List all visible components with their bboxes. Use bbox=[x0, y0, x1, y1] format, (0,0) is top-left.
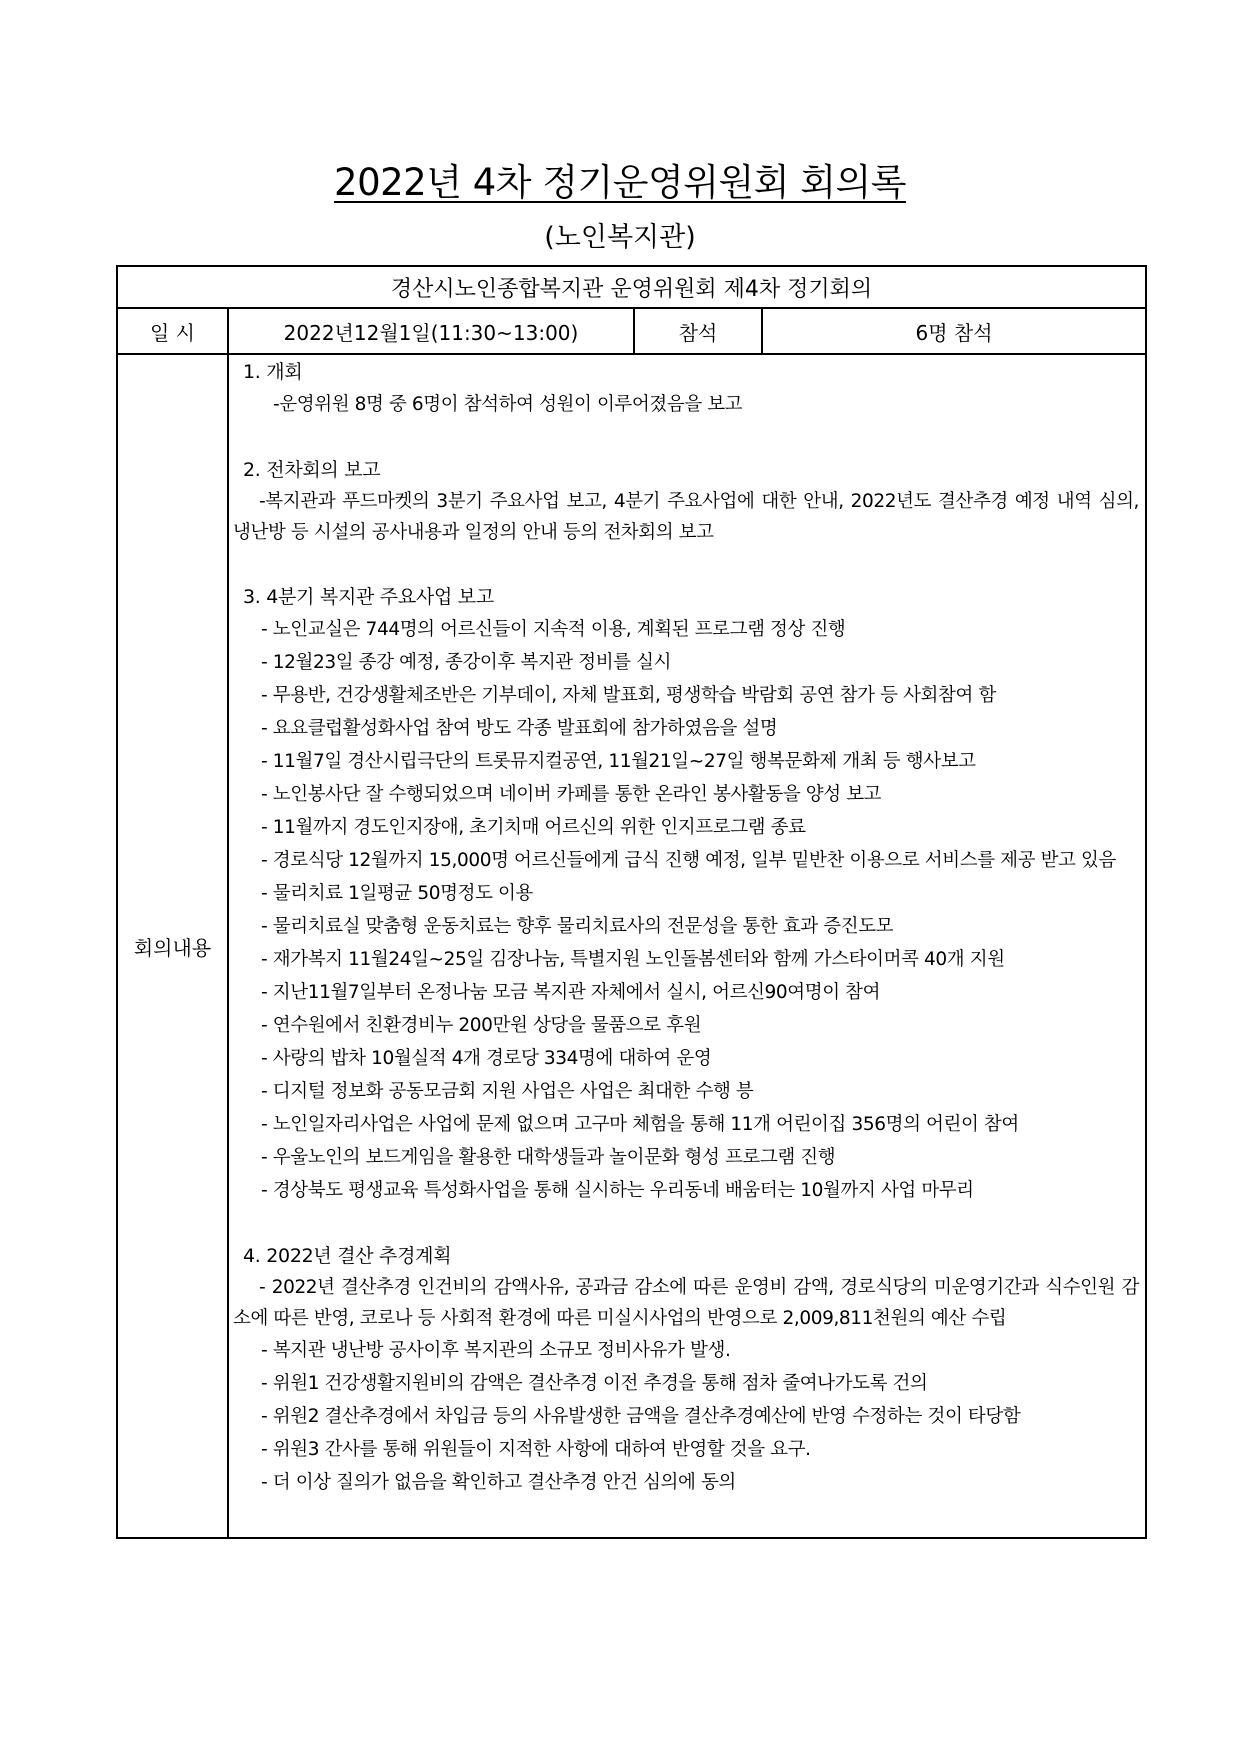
list-item: - 지난11월7일부터 온정나눔 모금 복지관 자체에서 실시, 어르신90여명이 참여 bbox=[261, 982, 881, 1003]
list-item: - 11월까지 경도인지장애, 초기치매 어르신의 위한 인지프로그램 종료 bbox=[261, 817, 806, 838]
list-item: - 12월23일 종강 예정, 종강이후 복지관 정비를 실시 bbox=[261, 652, 672, 673]
section-q4-heading: 3. 4분기 복지관 주요사업 보고 bbox=[243, 586, 494, 608]
date-label: 일 시 bbox=[117, 308, 228, 354]
meeting-info-row bbox=[117, 308, 1146, 354]
document-title-text: 2022년 4차 정기운영위원회 회의록 bbox=[334, 161, 906, 204]
section-opening-heading: 1. 개회 bbox=[243, 361, 303, 383]
list-item: - 사랑의 밥차 10월실적 4개 경로당 334명에 대하여 운영 bbox=[261, 1048, 712, 1069]
list-item: - 노인봉사단 잘 수행되었으며 네이버 카페를 통한 온라인 봉사활동을 양성 보고 bbox=[261, 784, 882, 805]
minutes-table bbox=[116, 265, 1147, 1539]
attendance-value: 6명 참석 bbox=[762, 308, 1146, 354]
list-item: - 우울노인의 보드게임을 활용한 대학생들과 놀이문화 형성 프로그램 진행 bbox=[261, 1147, 836, 1168]
date-value: 2022년12월1일(11:30~13:00) bbox=[228, 308, 634, 354]
list-item: - 위원1 건강생활지원비의 감액은 결산추경 이전 추경을 통해 점차 줄여나가도록 건의 bbox=[261, 1373, 928, 1394]
meeting-content bbox=[228, 354, 1146, 1538]
list-item: - 복지관 냉난방 공사이후 복지관의 소규모 정비사유가 발생. bbox=[261, 1340, 731, 1361]
list-item: - 위원3 간사를 통해 위원들이 지적한 사항에 대하여 반영할 것을 요구. bbox=[261, 1439, 811, 1460]
spacer bbox=[233, 1207, 1141, 1241]
section-previous-paragraph: -복지관과 푸드마켓의 3분기 주요사업 보고, 4분기 주요사업에 대한 안내, 2022년도 결산추경 예정 내역 심의, 냉난방 등 시설의 공사내용과 일정의 안내 등의 전차회의 보고 bbox=[233, 491, 1140, 543]
list-item: - 물리치료 1일평균 50명정도 이용 bbox=[261, 883, 533, 904]
list-item: - 재가복지 11월24일~25일 김장나눔, 특별지원 노인돌봄센터와 함께 가스타이머콕 40개 지원 bbox=[261, 949, 1005, 970]
list-item: - 경상북도 평생교육 특성화사업을 통해 실시하는 우리동네 배움터는 10월까지 사업 마무리 bbox=[261, 1180, 974, 1201]
list-item: - 연수원에서 친환경비누 200만원 상당을 물품으로 후원 bbox=[261, 1015, 702, 1036]
section-budget-paragraph: - 2022년 결산추경 인건비의 감액사유, 공과금 감소에 따른 운영비 감액, 경로식당의 미운영기간과 식수인원 감소에 따른 반영, 코로나 등 사회적 환경에 따른 미실시사업의 반영으로 2,009,811천원의 예산 수립 bbox=[233, 1277, 1140, 1329]
section-opening-line: -운영위원 8명 중 6명이 참석하여 성원이 이루어졌음을 보고 bbox=[273, 394, 743, 415]
list-item: - 노인일자리사업은 사업에 문제 없으며 고구마 체험을 통해 11개 어린이집 356명의 어린이 참여 bbox=[261, 1114, 1019, 1135]
document-subtitle: (노인복지관) bbox=[544, 222, 696, 253]
list-item: - 물리치료실 맞춤형 운동치료는 향후 물리치료사의 전문성을 통한 효과 증진도모 bbox=[261, 916, 894, 937]
list-item: - 요요클럽활성화사업 참여 방도 각종 발표회에 참가하였음을 설명 bbox=[261, 718, 778, 739]
content-label: 회의내용 bbox=[117, 354, 228, 1538]
list-item: - 11월7일 경산시립극단의 트롯뮤지컬공연, 11월21일~27일 행복문화제 개최 등 행사보고 bbox=[261, 751, 976, 772]
document-title bbox=[0, 158, 1240, 208]
section-previous-heading: 2. 전차회의 보고 bbox=[243, 459, 381, 481]
list-item: - 디지털 정보화 공동모금회 지원 사업은 사업은 최대한 수행 븡 bbox=[261, 1081, 754, 1102]
list-item: - 위원2 결산추경에서 차입금 등의 사유발생한 금액을 결산추경예산에 반영 수정하는 것이 타당함 bbox=[261, 1406, 1021, 1427]
spacer bbox=[233, 421, 1141, 455]
list-item: - 무용반, 건강생활체조반은 기부데이, 자체 발표회, 평생학습 박람회 공연 참가 등 사회참여 함 bbox=[261, 685, 996, 706]
attendance-label: 참석 bbox=[634, 308, 762, 354]
meeting-name: 경산시노인종합복지관 운영위원회 제4차 정기회의 bbox=[117, 266, 1146, 308]
spacer bbox=[233, 548, 1141, 582]
list-item: - 더 이상 질의가 없음을 확인하고 결산추경 안건 심의에 동의 bbox=[261, 1472, 736, 1493]
content-row bbox=[117, 354, 1146, 1538]
list-item: - 경로식당 12월까지 15,000명 어르신들에게 급식 진행 예정, 일부 밑반찬 이용으로 서비스를 제공 받고 있음 bbox=[261, 850, 1116, 871]
list-item: - 노인교실은 744명의 어르신들이 지속적 이용, 계획된 프로그램 정상 진행 bbox=[261, 619, 846, 640]
section-budget-heading: 4. 2022년 결산 추경계획 bbox=[243, 1245, 452, 1267]
meeting-name-row bbox=[117, 266, 1146, 308]
